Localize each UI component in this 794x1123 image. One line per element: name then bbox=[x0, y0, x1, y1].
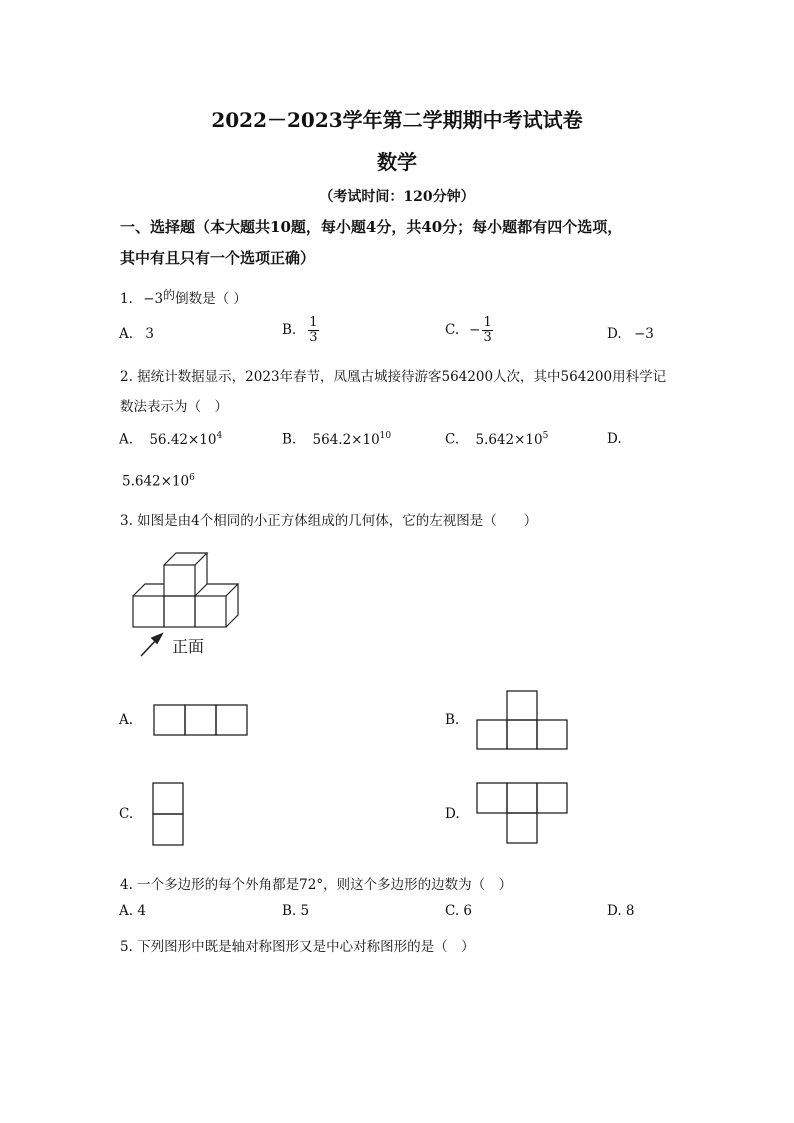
q3-option-c-label[interactable]: C. bbox=[119, 806, 134, 822]
q1-option-b-label: B. bbox=[282, 322, 297, 339]
question-5: 5. 下列图形中既是轴对称图形又是中心对称图形的是（ ） bbox=[120, 939, 475, 955]
cube-top-left bbox=[133, 584, 164, 596]
q3-a-square-3 bbox=[216, 705, 247, 735]
q4-option-c[interactable]: C. 6 bbox=[445, 903, 473, 919]
exam-title: 2022－2023学年第二学期期中考试试卷 bbox=[211, 108, 583, 132]
q3-b-square-3 bbox=[537, 720, 567, 749]
q2-option-b[interactable] bbox=[282, 431, 391, 448]
cube-front-top bbox=[164, 565, 195, 596]
front-label: 正面 bbox=[172, 637, 205, 656]
q2-option-a-base: 56.42×10 bbox=[149, 431, 217, 448]
q2-option-b-exp: 10 bbox=[379, 431, 392, 441]
q4-option-d[interactable]: D. 8 bbox=[607, 903, 635, 919]
question-2-line2: 数法表示为（ ） bbox=[120, 399, 228, 415]
q2-option-d-base: 5.642×10 bbox=[122, 473, 190, 490]
q4-option-a[interactable]: A. 4 bbox=[119, 903, 146, 919]
q3-c-square-2 bbox=[153, 814, 183, 845]
q1-text: 倒数是（ ） bbox=[175, 291, 247, 307]
exam-time-note: （考试时间：120分钟） bbox=[319, 189, 475, 205]
q1-option-d[interactable] bbox=[607, 326, 654, 342]
q1-option-c-fraction bbox=[482, 316, 492, 344]
q1-option-c-numerator: 1 bbox=[483, 315, 492, 330]
q3-c-square-1 bbox=[153, 783, 183, 814]
q2-option-b-label: B. bbox=[282, 431, 297, 448]
q1-option-b-denominator: 3 bbox=[309, 329, 318, 345]
q2-option-d-exp: 6 bbox=[189, 473, 195, 483]
q3-option-d-label[interactable]: D. bbox=[445, 806, 460, 822]
q1-option-c-denominator: 3 bbox=[483, 329, 492, 345]
q1-expr: −3 bbox=[143, 291, 164, 307]
q3-option-b-label[interactable]: B. bbox=[445, 712, 460, 728]
question-3: 3. 如图是由4个相同的小正方体组成的几何体，它的左视图是（ ） bbox=[120, 513, 538, 529]
q3-option-a-label[interactable]: A. bbox=[119, 712, 134, 728]
section-heading-line1: 一、选择题（本大题共10题，每小题4分，共40分；每小题都有四个选项， bbox=[120, 218, 623, 236]
q3-a-square-1 bbox=[154, 705, 185, 735]
q1-option-d-label: D. bbox=[607, 326, 622, 342]
q1-option-a-value: 3 bbox=[145, 326, 154, 342]
q1-option-c-sign: − bbox=[469, 322, 481, 339]
subject-title: 数学 bbox=[377, 150, 417, 174]
q3-a-square-2 bbox=[185, 705, 216, 735]
cube-front-middle bbox=[164, 596, 195, 627]
q3-d-square-3 bbox=[537, 783, 567, 813]
q1-option-a[interactable] bbox=[119, 326, 154, 342]
q2-option-c[interactable] bbox=[445, 431, 548, 448]
q4-option-b[interactable]: B. 5 bbox=[282, 903, 310, 919]
q3-d-square-bottom bbox=[507, 813, 537, 843]
cube-front-right bbox=[195, 596, 226, 627]
q3-d-square-2 bbox=[507, 783, 537, 813]
q3-b-square-top bbox=[507, 691, 537, 720]
cube-top-right bbox=[195, 584, 238, 596]
q2-option-a[interactable] bbox=[119, 431, 222, 448]
cube-front-left bbox=[133, 596, 164, 627]
q2-option-a-exp: 4 bbox=[216, 431, 223, 441]
q2-option-c-base: 5.642×10 bbox=[475, 431, 543, 448]
q2-option-d-value[interactable] bbox=[122, 473, 195, 490]
section-heading-line2: 其中有且只有一个选项正确） bbox=[120, 249, 316, 267]
q1-option-b-numerator: 1 bbox=[309, 315, 318, 330]
q2-option-b-base: 564.2×10 bbox=[312, 431, 380, 448]
question-4: 4. 一个多边形的每个外角都是72°，则这个多边形的边数为（ ） bbox=[120, 877, 513, 893]
question-2-line1: 2. 据统计数据显示，2023年春节，凤凰古城接待游客564200人次，其中564200用科学记 bbox=[120, 369, 667, 385]
q3-b-square-1 bbox=[477, 720, 507, 749]
q3-d-square-1 bbox=[477, 783, 507, 813]
q2-option-a-label: A. bbox=[119, 431, 134, 448]
q2-option-c-label: C. bbox=[445, 431, 460, 448]
q1-de: 的 bbox=[163, 288, 176, 302]
q2-option-d-label[interactable]: D. bbox=[607, 431, 622, 447]
arrow-icon bbox=[141, 634, 162, 656]
q1-number: 1. bbox=[120, 291, 133, 307]
cube-side-right bbox=[226, 584, 238, 627]
q1-option-a-label: A. bbox=[119, 326, 134, 342]
q1-option-b[interactable] bbox=[282, 316, 319, 344]
q2-option-c-exp: 5 bbox=[542, 431, 549, 441]
cube-top-top bbox=[164, 553, 207, 565]
q1-option-b-fraction bbox=[308, 316, 318, 344]
q1-option-c-label: C. bbox=[445, 322, 460, 339]
question-1 bbox=[120, 286, 247, 307]
q1-option-d-value: −3 bbox=[633, 326, 654, 342]
q3-b-square-2 bbox=[507, 720, 537, 749]
q1-option-c[interactable] bbox=[445, 316, 493, 344]
